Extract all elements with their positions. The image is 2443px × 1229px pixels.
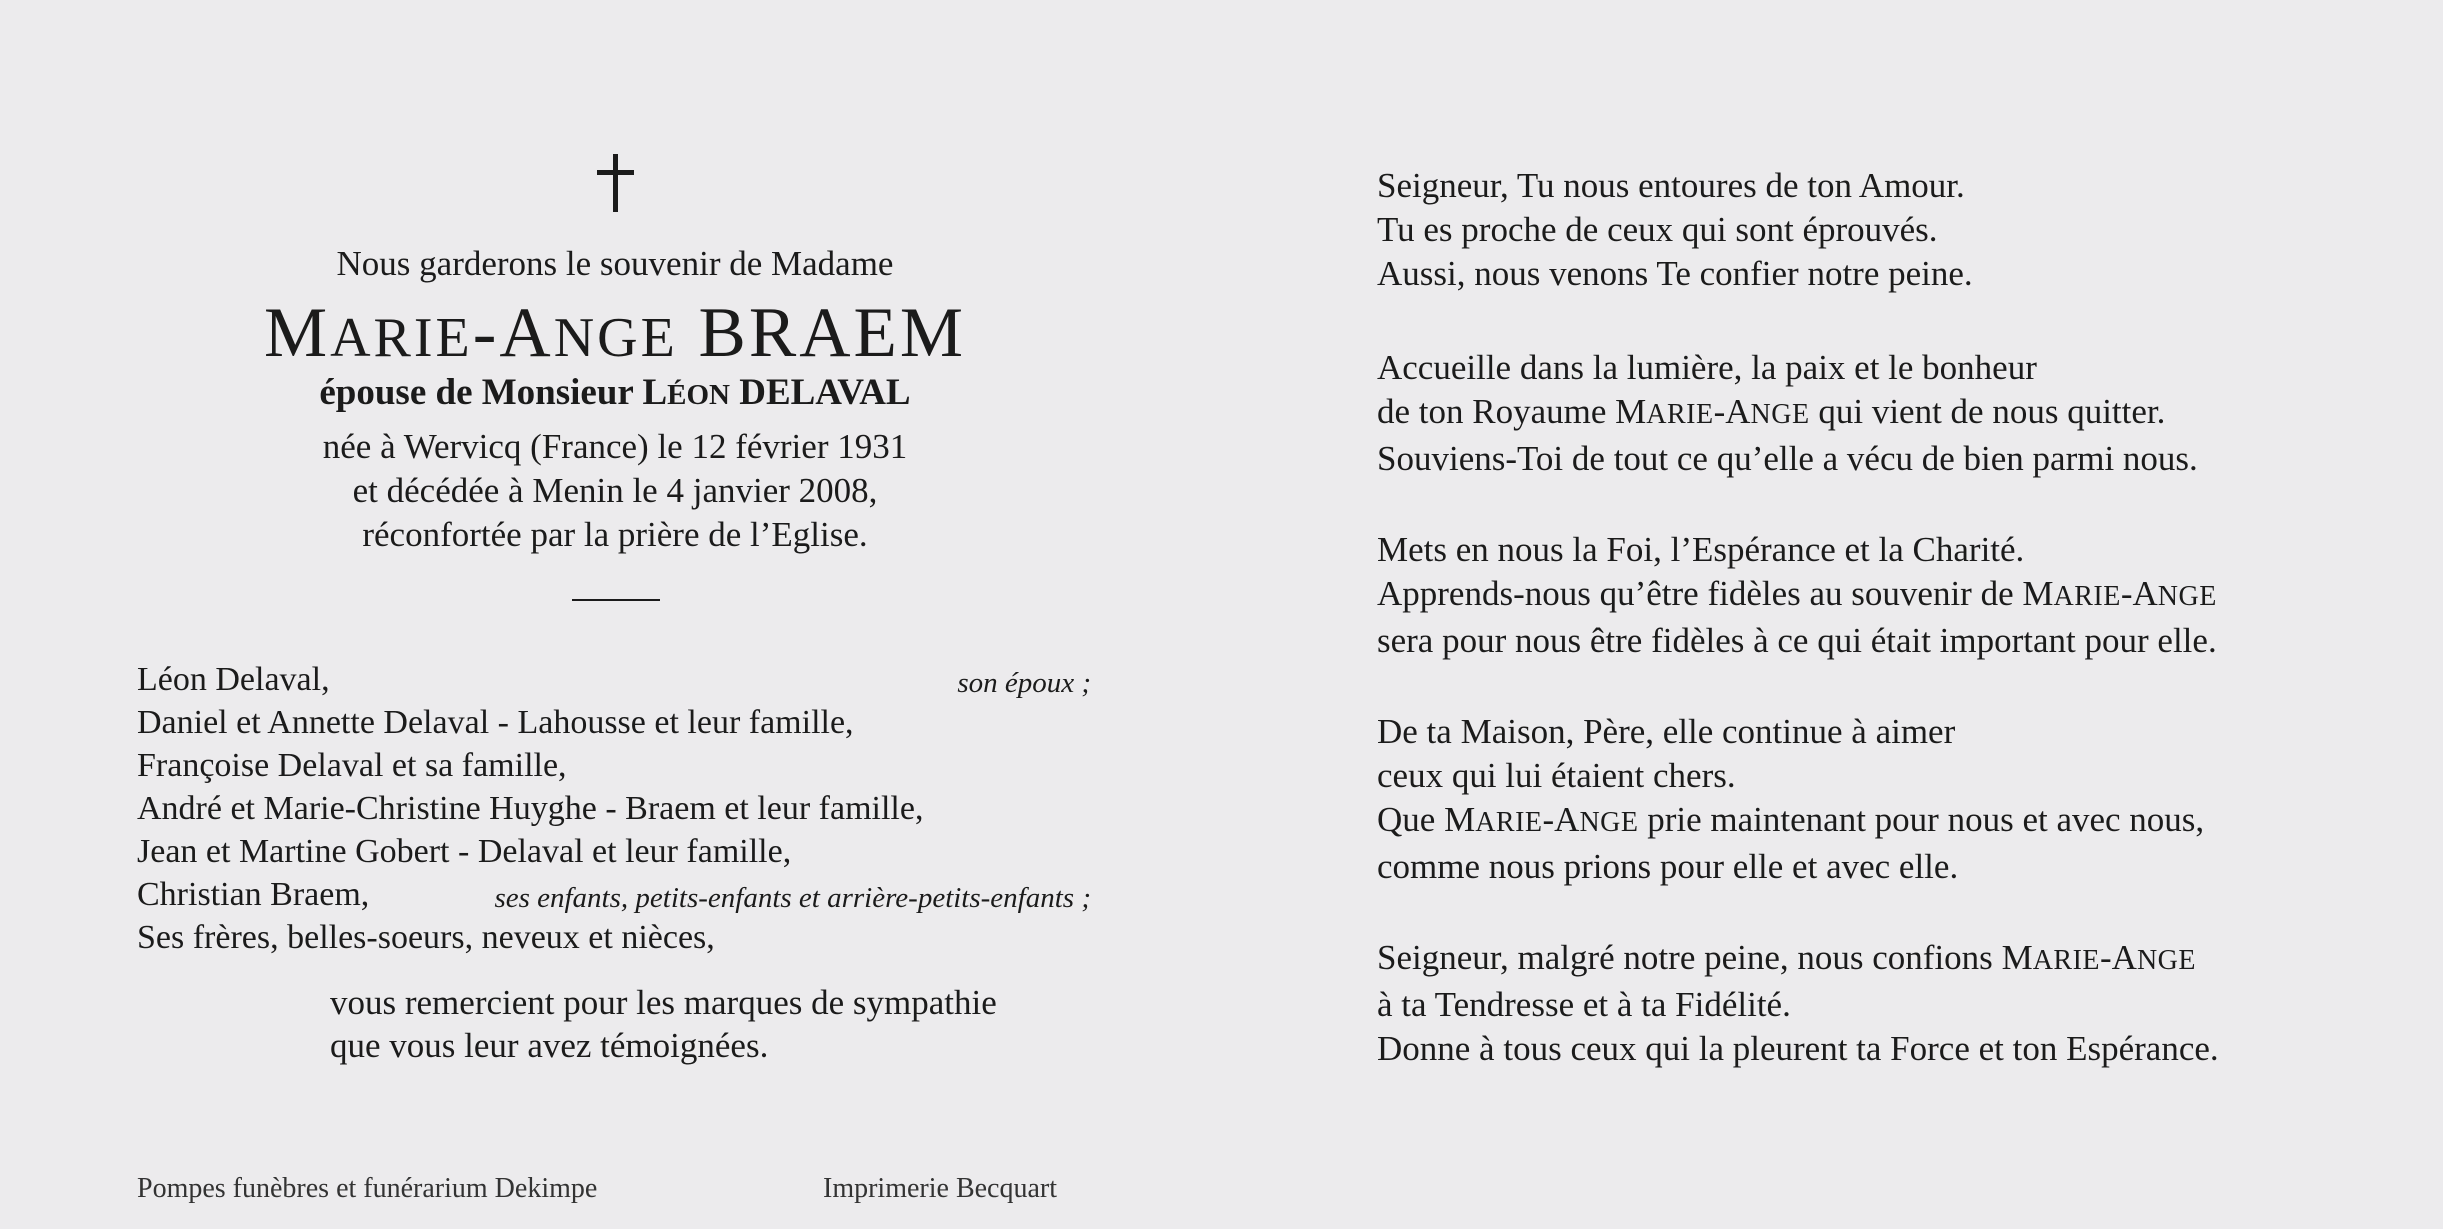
death-line: et décédée à Menin le 4 janvier 2008,	[352, 471, 878, 510]
intro-text: Nous garderons le souvenir de Madame	[336, 244, 894, 283]
family-row: Françoise Delaval et sa famille,	[137, 747, 567, 784]
cross-icon	[585, 148, 645, 218]
separator-line	[572, 599, 660, 601]
prayer-paragraph-1: Seigneur, Tu nous entoures de ton Amour. Tu es proche de ceux qui sont éprouvés. Aussi, nous venons Te confier notre peine.	[1377, 166, 1973, 293]
left-panel	[0, 0, 1220, 1229]
prayer-paragraph-4: De ta Maison, Père, elle continue à aimer ceux qui lui étaient chers. Que MARIE-ANGE prie maintenant pour nous et avec nous, comme nous prions pour elle et avec elle.	[1377, 712, 2205, 886]
prayer-paragraph-3: Mets en nous la Foi, l’Espérance et la Charité. Apprends-nous qu’être fidèles au souvenir de MARIE-ANGE sera pour nous être fidèles à ce qui était important pour elle.	[1377, 530, 2217, 660]
printer-credit: Imprimerie Becquart	[823, 1173, 1058, 1204]
birth-death-dates	[160, 425, 1070, 557]
prayer-paragraph-5: Seigneur, malgré notre peine, nous confions MARIE-ANGE à ta Tendresse et à ta Fidélité. Donne à tous ceux qui la pleurent ta Force et ton Espérance.	[1377, 938, 2219, 1068]
thanks-text: vous remercient pour les marques de sympathie que vous leur avez témoignées.	[330, 983, 997, 1065]
prayer-paragraph-2: Accueille dans la lumière, la paix et le bonheur de ton Royaume MARIE-ANGE qui vient de nous quitter. Souviens-Toi de tout ce qu’elle a vécu de bien parmi nous.	[1377, 348, 2198, 478]
birth-line: née à Wervicq (France) le 12 février 1931	[322, 427, 908, 466]
prayer-panel	[1220, 0, 2443, 1229]
funeral-home-credit: Pompes funèbres et funérarium Dekimpe	[137, 1173, 598, 1204]
family-row: Christian Braem, ses enfants, petits-enfants et arrière-petits-enfants ;	[137, 876, 1091, 914]
family-row: Daniel et Annette Delaval - Lahousse et leur famille,	[137, 704, 854, 741]
deceased-surname: BRAEM	[698, 294, 967, 372]
family-row: Jean et Martine Gobert - Delaval et leur famille,	[137, 833, 792, 870]
family-row: Ses frères, belles-soeurs, neveux et nièces,	[137, 919, 715, 956]
church-line: réconfortée par la prière de l’Eglise.	[362, 515, 868, 554]
family-row: Léon Delaval, son époux ;	[137, 661, 1091, 699]
deceased-name: MARIE-ANGE BRAEM	[263, 294, 967, 372]
spouse-line: épouse de Monsieur LÉON DELAVAL	[319, 372, 911, 413]
family-row: André et Marie-Christine Huyghe - Braem et leur famille,	[137, 790, 924, 827]
family-list	[137, 658, 1097, 959]
